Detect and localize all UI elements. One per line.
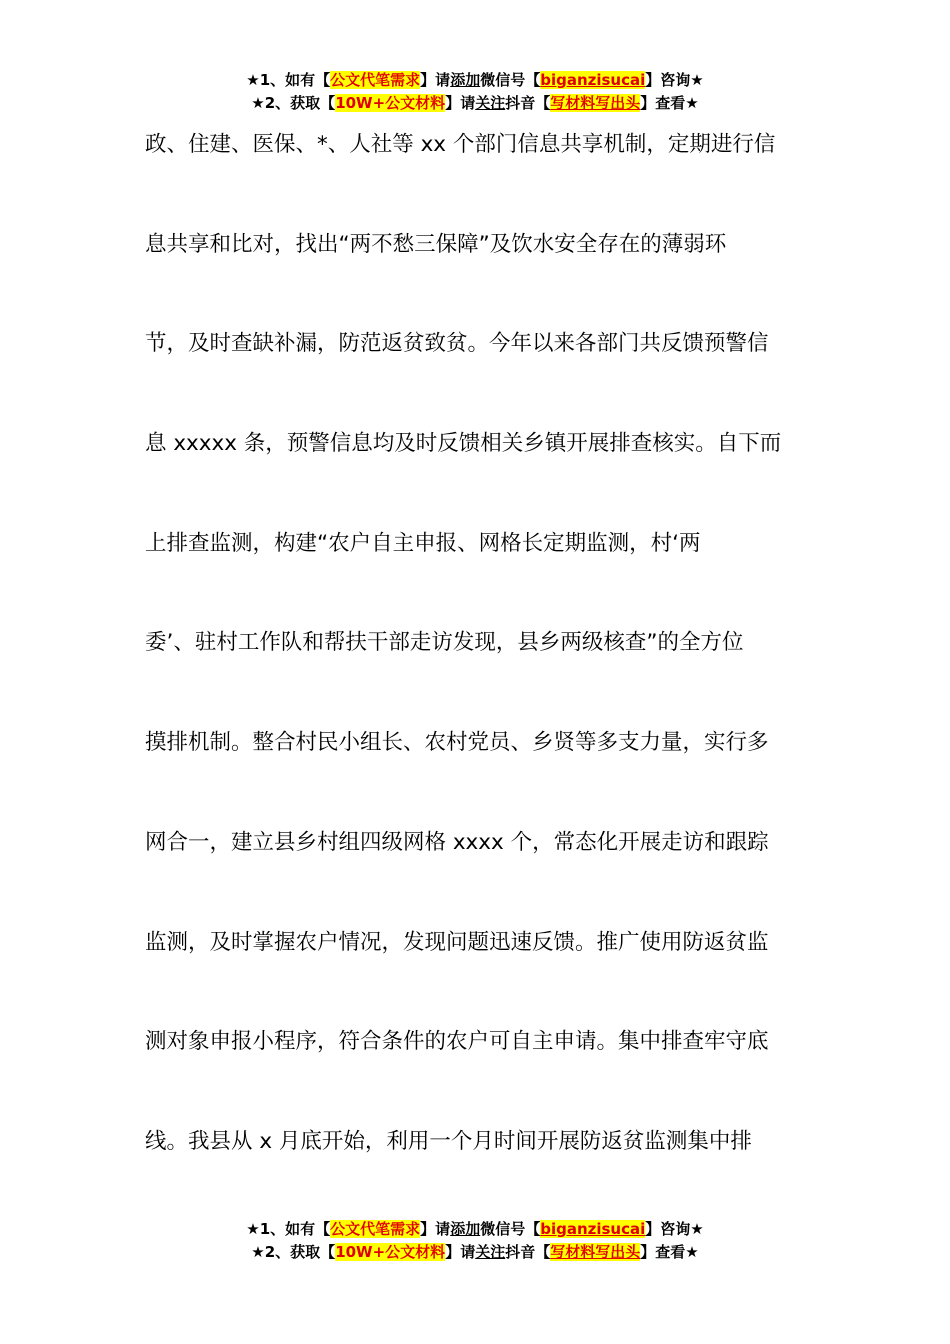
header-line-2-suffix: 】查看★ [640,94,699,112]
body-line-10: 测对象申报小程序，符合条件的农户可自主申请。集中排查牢守底 [145,1029,769,1055]
body-line-5: 上排查监测，构建“农户自主申报、网格长定期监测，村‘两 [145,530,701,556]
footer-banner [0,1218,950,1264]
footer-highlight-writing-service: 公文代笔需求 [330,1220,421,1238]
footer-underline-add: 添加 [450,1220,481,1238]
header-line-2-text: 】请 [445,94,476,112]
footer-line-2-douyin-label: 抖音【 [505,1243,551,1261]
header-line-1 [0,69,950,92]
document-body [145,120,825,1217]
body-line-4: 息 xxxxx 条，预警信息均及时反馈相关乡镇开展排查核实。自下而 [145,431,782,457]
body-line-7: 摸排机制。整合村民小组长、农村党员、乡贤等多支力量，实行多 [145,730,769,756]
header-line-2-douyin-label: 抖音【 [505,94,551,112]
footer-line-1-suffix: 】咨询★ [645,1220,704,1238]
header-line-1-prefix: ★1、如有【 [246,71,331,89]
header-highlight-douyin-account[interactable]: 写材料写出头 [550,94,641,112]
footer-line-1-text: 】请 [420,1220,451,1238]
footer-line-2-text: 】请 [445,1243,476,1261]
footer-highlight-materials: 10W+公文材料 [335,1243,446,1261]
header-line-2 [0,92,950,115]
header-underline-follow: 关注 [475,94,506,112]
header-line-1-suffix: 】咨询★ [645,71,704,89]
body-line-8: 网合一，建立县乡村组四级网格 xxxx 个，常态化开展走访和跟踪 [145,829,769,855]
header-line-1-wechat-label: 微信号【 [480,71,541,89]
footer-line-2-suffix: 】查看★ [640,1243,699,1261]
footer-line-1-prefix: ★1、如有【 [246,1220,331,1238]
header-highlight-writing-service: 公文代笔需求 [330,71,421,89]
body-line-6: 委’、驻村工作队和帮扶干部走访发现，县乡两级核查”的全方位 [145,630,744,656]
footer-highlight-wechat-id[interactable]: biganzisucai [540,1220,646,1238]
footer-highlight-douyin-account[interactable]: 写材料写出头 [550,1243,641,1261]
footer-line-1 [0,1218,950,1241]
header-line-1-text: 】请 [420,71,451,89]
body-line-2: 息共享和比对，找出“两不愁三保障”及饮水安全存在的薄弱环 [145,231,727,257]
footer-line-2-prefix: ★2、获取【 [251,1243,336,1261]
header-highlight-wechat-id[interactable]: biganzisucai [540,71,646,89]
header-line-2-prefix: ★2、获取【 [251,94,336,112]
body-line-9: 监测，及时掌握农户情况，发现问题迅速反馈。推广使用防返贫监 [145,929,769,955]
header-highlight-materials: 10W+公文材料 [335,94,446,112]
footer-line-1-wechat-label: 微信号【 [480,1220,541,1238]
body-line-11: 线。我县从 x 月底开始，利用一个月时间开展防返贫监测集中排 [145,1128,752,1154]
body-line-1: 政、住建、医保、*、人社等 xx 个部门信息共享机制，定期进行信 [145,132,776,157]
header-banner [0,69,950,115]
header-underline-add: 添加 [450,71,481,89]
footer-underline-follow: 关注 [475,1243,506,1261]
body-line-3: 节，及时查缺补漏，防范返贫致贫。今年以来各部门共反馈预警信 [145,331,769,357]
footer-line-2 [0,1241,950,1264]
